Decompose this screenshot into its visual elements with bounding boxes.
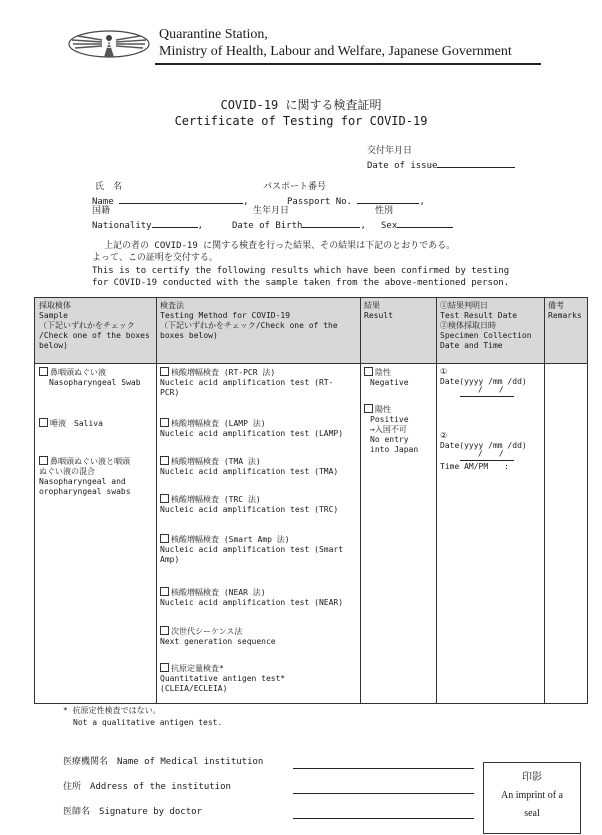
statement-en-line1: This is to certify the following results which have been confirmed by testing xyxy=(92,266,510,276)
passport-row: Passport No. , xyxy=(287,194,425,208)
footnote-ja: * 抗原定性検査ではない。 xyxy=(63,706,161,715)
sample-option-nasopharyngeal: 鼻咽頭ぬぐい液 Nasopharyngeal Swab xyxy=(39,367,155,388)
footnote-en: Not a qualitative antigen test. xyxy=(73,718,223,727)
agency-name-line2: Ministry of Health, Labour and Welfare, Japanese Government xyxy=(159,44,512,59)
address-field[interactable] xyxy=(293,793,474,794)
result-option-positive: 陽性 Positive →入国不可 No entry into Japan xyxy=(364,404,434,455)
method-option-near: 核酸増幅検査 (NEAR 法) Nucleic acid amplification test (NEAR) xyxy=(160,588,344,607)
test-result-date: ① Date(yyyy /mm /dd) / / xyxy=(440,367,542,398)
sample-saliva-checkbox[interactable] xyxy=(39,418,48,427)
quarantine-emblem-icon xyxy=(66,26,152,62)
institution-label: 医療機関名 Name of Medical institution xyxy=(63,757,264,767)
method-trc-checkbox[interactable] xyxy=(160,494,169,503)
nationality-row: Nationality , xyxy=(92,218,212,232)
nationality-field[interactable] xyxy=(152,218,198,228)
dob-field[interactable] xyxy=(302,218,360,228)
method-option-tma: 核酸増幅検査 (TMA 法) Nucleic acid amplification test (TMA) xyxy=(160,457,339,476)
method-tma-checkbox[interactable] xyxy=(160,456,169,465)
specimen-collection-datetime: ② Date(yyyy /mm /dd) / / Time AM/PM : xyxy=(440,431,542,472)
address-label: 住所 Address of the institution xyxy=(63,782,231,792)
header-sample: 採取検体 Sample （下記いずれかをチェック /Check one of the boxes below) xyxy=(39,301,150,350)
issue-date-label-ja: 交付年月日 xyxy=(367,146,413,156)
method-near-checkbox[interactable] xyxy=(160,587,169,596)
results-table xyxy=(34,297,588,704)
statement-en-line2: for COVID-19 conducted with the sample taken from the above-mentioned person. xyxy=(92,278,510,288)
header-remarks: 備考 Remarks xyxy=(548,301,582,320)
method-option-rt-pcr: 核酸増幅検査 (RT-PCR 法) Nucleic acid amplification test (RT- PCR) xyxy=(160,368,334,397)
method-antigen-checkbox[interactable] xyxy=(160,663,169,672)
issue-date-label-en: Date of issue xyxy=(367,158,515,172)
dob-label-ja: 生年月日 xyxy=(253,206,290,216)
method-option-trc: 核酸増幅検査 (TRC 法) Nucleic acid amplification test (TRC) xyxy=(160,495,339,514)
statement-ja-line2: よって、この証明を交付する。 xyxy=(92,253,218,263)
institution-field[interactable] xyxy=(293,768,474,769)
result-positive-checkbox[interactable] xyxy=(364,404,373,413)
result-option-negative: 陰性 Negative xyxy=(364,367,434,388)
name-label-ja: 氏 名 xyxy=(95,182,123,192)
nationality-label-ja: 国籍 xyxy=(92,206,111,216)
passport-label-ja: パスポート番号 xyxy=(263,182,327,192)
statement-ja-line1: 上記の者の COVID-19 に関する検査を行った結果、その結果は下記のとおりである。 xyxy=(104,241,456,251)
issue-date-field[interactable] xyxy=(437,158,515,168)
passport-field[interactable] xyxy=(357,194,419,204)
header-divider xyxy=(155,63,541,65)
method-smart-amp-checkbox[interactable] xyxy=(160,534,169,543)
sex-field[interactable] xyxy=(397,218,453,228)
method-option-ngs: 次世代シーケンス法 Next generation sequence xyxy=(160,627,276,646)
seal-imprint-box[interactable]: 印影 An imprint of a seal xyxy=(483,762,581,834)
method-ngs-checkbox[interactable] xyxy=(160,626,169,635)
method-option-lamp: 核酸増幅検査 (LAMP 法) Nucleic acid amplification test (LAMP) xyxy=(160,419,344,438)
collection-time-field[interactable]: Time AM/PM : xyxy=(440,462,509,471)
name-row: Name , xyxy=(92,194,249,208)
method-lamp-checkbox[interactable] xyxy=(160,418,169,427)
doctor-label: 医師名 Signature by doctor xyxy=(63,807,202,817)
sample-nasopharyngeal-checkbox[interactable] xyxy=(39,367,48,376)
sample-mixed-checkbox[interactable] xyxy=(39,456,48,465)
sex-label-ja: 性別 xyxy=(375,206,394,216)
method-option-antigen: 抗原定量検査* Quantitative antigen test* (CLEIA/ECLEIA) xyxy=(160,664,286,693)
method-option-smart-amp: 核酸増幅検査 (Smart Amp 法) Nucleic acid amplification test (Smart Amp) xyxy=(160,535,344,564)
sex-row: Sex xyxy=(381,218,453,232)
header-dates: ①結果判明日 Test Result Date ②検体採取日時 Specimen Collection Date and Time xyxy=(440,301,532,350)
sample-option-mixed: 鼻咽頭ぬぐい液と咽頭 ぬぐい液の混合 Nasopharyngeal and oropharyngeal swabs xyxy=(39,457,131,496)
doctor-signature-field[interactable] xyxy=(293,818,474,819)
dob-row: Date of Birth , xyxy=(232,218,366,232)
document-title-ja: COVID-19 に関する検査証明 xyxy=(220,98,382,112)
header-result: 結果 Result xyxy=(364,301,393,320)
agency-name-line1: Quarantine Station, xyxy=(159,27,268,42)
result-negative-checkbox[interactable] xyxy=(364,367,373,376)
name-field[interactable] xyxy=(119,194,243,204)
document-title-en: Certificate of Testing for COVID-19 xyxy=(174,114,428,128)
method-rt-pcr-checkbox[interactable] xyxy=(160,367,169,376)
sample-option-saliva: 唾液 Saliva xyxy=(39,418,155,429)
header-method: 検査法 Testing Method for COVID-19 （下記いずれかをチェック/Check one of the boxes below) xyxy=(160,301,338,340)
